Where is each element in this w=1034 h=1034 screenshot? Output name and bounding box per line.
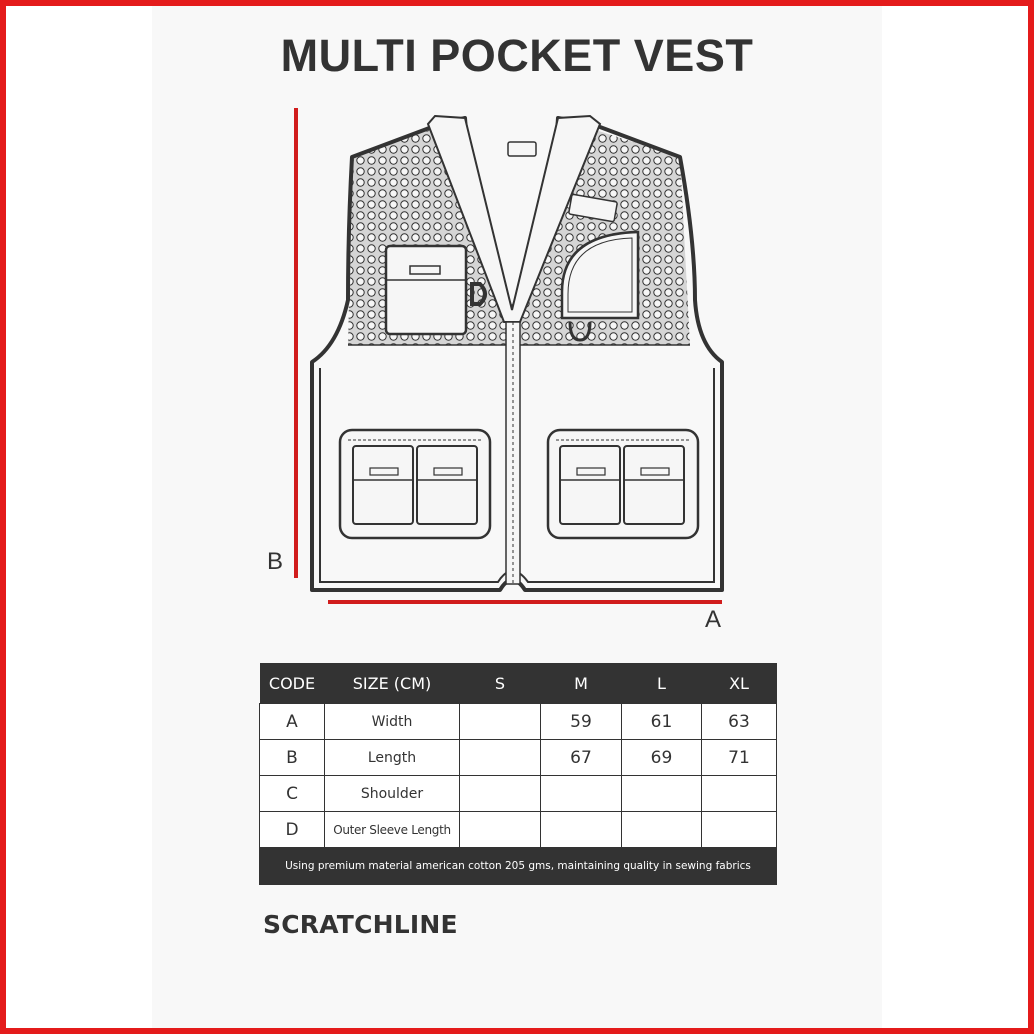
length-dimension-label: B <box>267 548 284 575</box>
row-code: D <box>260 812 325 848</box>
cell-l <box>622 776 702 812</box>
row-measurement: Outer Sleeve Length <box>325 812 460 848</box>
width-dimension-label: A <box>705 606 722 633</box>
cell-xl <box>702 812 777 848</box>
width-dimension-line <box>328 600 722 604</box>
header-l: L <box>622 663 702 704</box>
length-dimension-line <box>294 108 298 578</box>
table-header-row <box>260 663 777 704</box>
cell-l: 61 <box>622 704 702 740</box>
table-row <box>260 776 777 812</box>
cell-s <box>460 812 541 848</box>
cell-xl <box>702 776 777 812</box>
cell-xl: 63 <box>702 704 777 740</box>
table-row <box>260 812 777 848</box>
cell-s <box>460 740 541 776</box>
cell-s <box>460 776 541 812</box>
header-xl: XL <box>702 663 777 704</box>
row-measurement: Width <box>325 704 460 740</box>
material-note: Using premium material american cotton 205 gms, maintaining quality in sewing fabrics <box>260 848 777 885</box>
cell-l <box>622 812 702 848</box>
brand-name: SCRATCHLINE <box>263 910 458 939</box>
header-code: CODE <box>260 663 325 704</box>
cell-m <box>541 776 622 812</box>
row-measurement: Shoulder <box>325 776 460 812</box>
table-note-row <box>260 848 777 885</box>
row-measurement: Length <box>325 740 460 776</box>
cell-l: 69 <box>622 740 702 776</box>
cell-m <box>541 812 622 848</box>
page-title: MULTI POCKET VEST <box>280 30 754 81</box>
row-code: B <box>260 740 325 776</box>
cell-m: 59 <box>541 704 622 740</box>
cell-s <box>460 704 541 740</box>
table-row <box>260 740 777 776</box>
cell-xl: 71 <box>702 740 777 776</box>
table-row <box>260 704 777 740</box>
header-size: SIZE (CM) <box>325 663 460 704</box>
header-m: M <box>541 663 622 704</box>
vest-icon <box>300 100 730 600</box>
header-s: S <box>460 663 541 704</box>
size-chart-table <box>259 663 777 885</box>
cell-m: 67 <box>541 740 622 776</box>
row-code: C <box>260 776 325 812</box>
row-code: A <box>260 704 325 740</box>
